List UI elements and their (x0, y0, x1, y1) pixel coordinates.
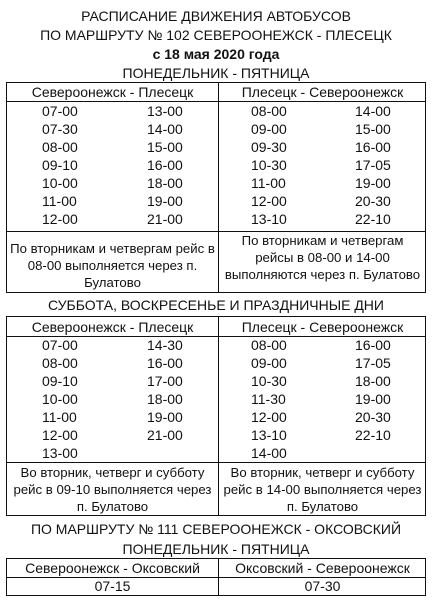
time-cell: 09-10 (42, 373, 78, 389)
time-cell: 08-00 (42, 139, 78, 155)
time-cell: 16-00 (147, 157, 183, 173)
route111-table (6, 558, 426, 596)
route111-left-time: 07-15 (94, 578, 131, 594)
time-cell: 11-00 (42, 193, 77, 209)
time-cell: 10-00 (42, 391, 78, 407)
time-cell: 14-30 (147, 337, 183, 353)
title-line-1: РАСПИСАНИЕ ДВИЖЕНИЯ АВТОБУСОВ (81, 8, 351, 24)
time-cell: 13-10 (251, 427, 287, 443)
time-cell: 20-30 (355, 409, 391, 425)
note-rule (7, 462, 425, 463)
column-divider (218, 83, 219, 292)
weekend-table (6, 316, 426, 516)
time-cell: 08-00 (42, 355, 78, 371)
title-line-2: ПО МАРШРУТУ № 102 СЕВЕРООНЕЖСК - ПЛЕСЕЦК (40, 27, 392, 43)
route111-right-time: 07-30 (304, 578, 341, 594)
title-date: с 18 мая 2020 года (152, 46, 280, 62)
time-cell: 10-30 (251, 157, 287, 173)
weekdays-left-note: По вторникам и четвергам рейс в 08-00 выполняется через п. Булатово (10, 241, 215, 290)
time-cell: 08-00 (251, 103, 287, 119)
weekend-right-note: Во вторник, четверг и субботу рейс в 14-00 выполняется через п. Булатово (223, 465, 422, 514)
time-cell: 09-30 (251, 139, 287, 155)
route111-title: ПО МАРШРУТУ № 111 СЕВЕРООНЕЖСК - ОКСОВСКИЙ (30, 521, 402, 537)
time-cell: 12-00 (42, 427, 78, 443)
time-cell: 20-30 (355, 193, 391, 209)
time-cell: 14-00 (251, 445, 287, 461)
time-cell: 07-30 (42, 121, 78, 137)
time-cell: 07-00 (42, 103, 78, 119)
time-cell: 19-00 (355, 175, 391, 191)
weekend-left-header: Североонежск - Плесецк (31, 319, 194, 335)
time-cell: 08-00 (251, 337, 287, 353)
weekdays-left-header: Североонежск - Плесецк (31, 84, 194, 100)
time-cell: 13-00 (42, 445, 78, 461)
time-cell: 17-05 (355, 355, 391, 371)
time-cell: 07-00 (42, 337, 78, 353)
time-cell: 14-00 (147, 121, 183, 137)
route111-right-header: Оксовский - Североонежск (235, 560, 410, 576)
route111-heading: ПОНЕДЕЛЬНИК - ПЯТНИЦА (122, 541, 310, 557)
time-cell: 18-00 (355, 373, 391, 389)
time-cell: 22-10 (355, 427, 391, 443)
weekend-left-note: Во вторник, четверг и субботу рейс в 09-10 выполняется через п. Булатово (13, 465, 212, 514)
time-cell: 16-00 (355, 337, 391, 353)
time-cell: 09-00 (251, 355, 287, 371)
time-cell: 22-10 (355, 211, 391, 227)
weekdays-right-header: Плесецк - Североонежск (241, 84, 404, 100)
time-cell: 14-00 (355, 103, 391, 119)
time-cell: 18-00 (147, 175, 183, 191)
time-cell: 11-00 (251, 175, 286, 191)
time-cell: 18-00 (147, 391, 183, 407)
time-cell: 11-00 (42, 409, 77, 425)
time-cell: 21-00 (147, 427, 183, 443)
weekend-right-header: Плесецк - Североонежск (241, 319, 404, 335)
weekdays-table (6, 82, 426, 293)
column-divider (218, 317, 219, 515)
time-cell: 10-30 (251, 373, 287, 389)
time-cell: 13-10 (251, 211, 287, 227)
route111-left-header: Североонежск - Оксовский (25, 560, 200, 576)
time-cell: 17-05 (355, 157, 391, 173)
time-cell: 16-00 (355, 139, 391, 155)
time-cell: 11-30 (251, 391, 286, 407)
time-cell: 16-00 (147, 355, 183, 371)
time-cell: 19-00 (147, 409, 183, 425)
time-cell: 13-00 (147, 103, 183, 119)
time-cell: 12-00 (42, 211, 78, 227)
weekdays-heading: ПОНЕДЕЛЬНИК - ПЯТНИЦА (122, 65, 310, 81)
time-cell: 12-00 (251, 409, 287, 425)
time-cell: 09-10 (42, 157, 78, 173)
time-cell: 10-00 (42, 175, 78, 191)
time-cell: 15-00 (147, 139, 183, 155)
weekdays-right-note: По вторникам и четвергам рейсы в 08-00 и 14-00 выполняются через п. Булатово (224, 233, 421, 282)
time-cell: 21-00 (147, 211, 183, 227)
time-cell: 12-00 (251, 193, 287, 209)
weekend-heading: СУББОТА, ВОСКРЕСЕНЬЕ И ПРАЗДНИЧНЫЕ ДНИ (48, 297, 384, 313)
time-cell: 19-00 (147, 193, 183, 209)
time-cell: 19-00 (355, 391, 391, 407)
time-cell: 09-00 (251, 121, 287, 137)
time-cell: 17-00 (147, 373, 183, 389)
time-cell: 15-00 (355, 121, 391, 137)
